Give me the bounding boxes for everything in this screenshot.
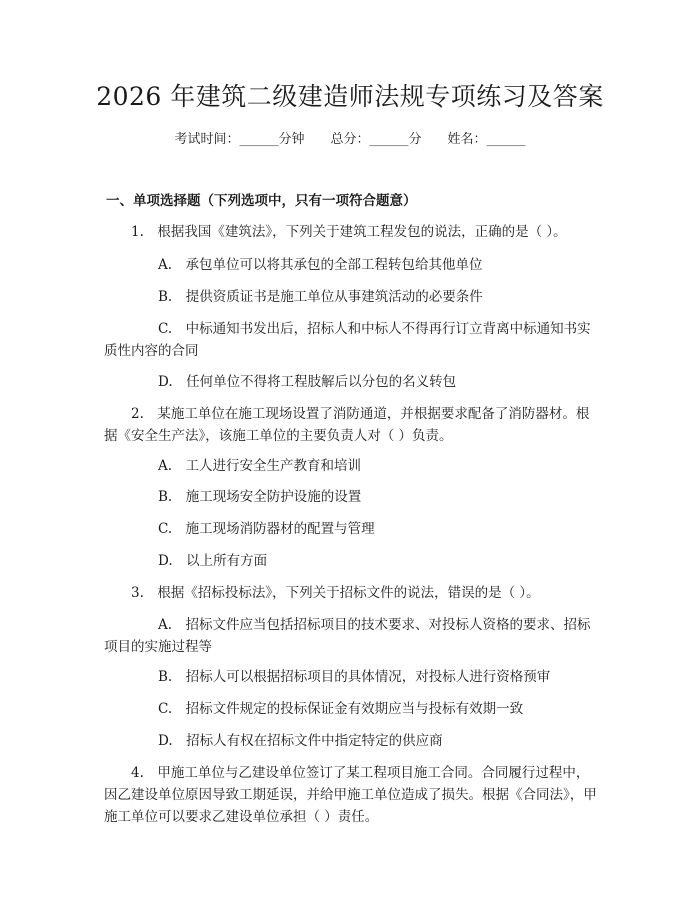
question-4-stem: 4. 甲施工单位与乙建设单位签订了某工程项目施工合同。合同履行过程中，因乙建设单位原因导致工期延误，并给甲施工单位造成了损失。根据《合同法》，甲施工单位可以要求乙建设单位承担（ ）责任。	[104, 765, 597, 825]
exam-info-line	[0, 130, 700, 150]
question-2-option-c: C. 施工现场消防器材的配置与管理	[158, 521, 375, 537]
question-1-option-c: C. 中标通知书发出后，招标人和中标人不得再行订立背离中标通知书实质性内容的合同	[104, 321, 591, 359]
question-1-option-a: A. 承包单位可以将其承包的全部工程转包给其他单位	[158, 257, 483, 273]
question-2-option-b: B. 施工现场安全防护设施的设置	[158, 489, 362, 505]
question-3-stem: 3. 根据《招标投标法》，下列关于招标文件的说法，错误的是（ ）。	[131, 585, 540, 601]
question-3-option-a: A. 招标文件应当包括招标项目的技术要求、对投标人资格的要求、招标项目的实施过程等	[104, 617, 591, 655]
exam-time-field: 考试时间：______分钟	[174, 132, 305, 147]
name-field: 姓名：______	[447, 132, 526, 147]
document-title: 2026 年建筑二级建造师法规专项练习及答案	[96, 82, 604, 111]
question-3-option-c: C. 招标文件规定的投标保证金有效期应当与投标有效期一致	[158, 701, 524, 717]
question-3-option-d: D. 招标人有权在招标文件中指定特定的供应商	[158, 733, 443, 749]
section-heading: 一、单项选择题（下列选项中，只有一项符合题意）	[106, 193, 417, 209]
question-1-option-b: B. 提供资质证书是施工单位从事建筑活动的必要条件	[158, 289, 483, 305]
question-2-option-d: D. 以上所有方面	[158, 553, 268, 569]
total-score-field: 总分：______分	[330, 132, 422, 147]
question-3-option-b: B. 招标人可以根据招标项目的具体情况，对投标人进行资格预审	[158, 669, 551, 685]
question-1-option-d: D. 任何单位不得将工程肢解后以分包的名义转包	[158, 374, 457, 390]
question-2-option-a: A. 工人进行安全生产教育和培训	[158, 458, 362, 474]
question-1-stem: 1. 根据我国《建筑法》，下列关于建筑工程发包的说法，正确的是（ ）。	[131, 224, 567, 240]
question-2-stem: 2. 某施工单位在施工现场设置了消防通道，并根据要求配备了消防器材。根据《安全生产法》，该施工单位的主要负责人对（ ）负责。	[104, 406, 590, 444]
